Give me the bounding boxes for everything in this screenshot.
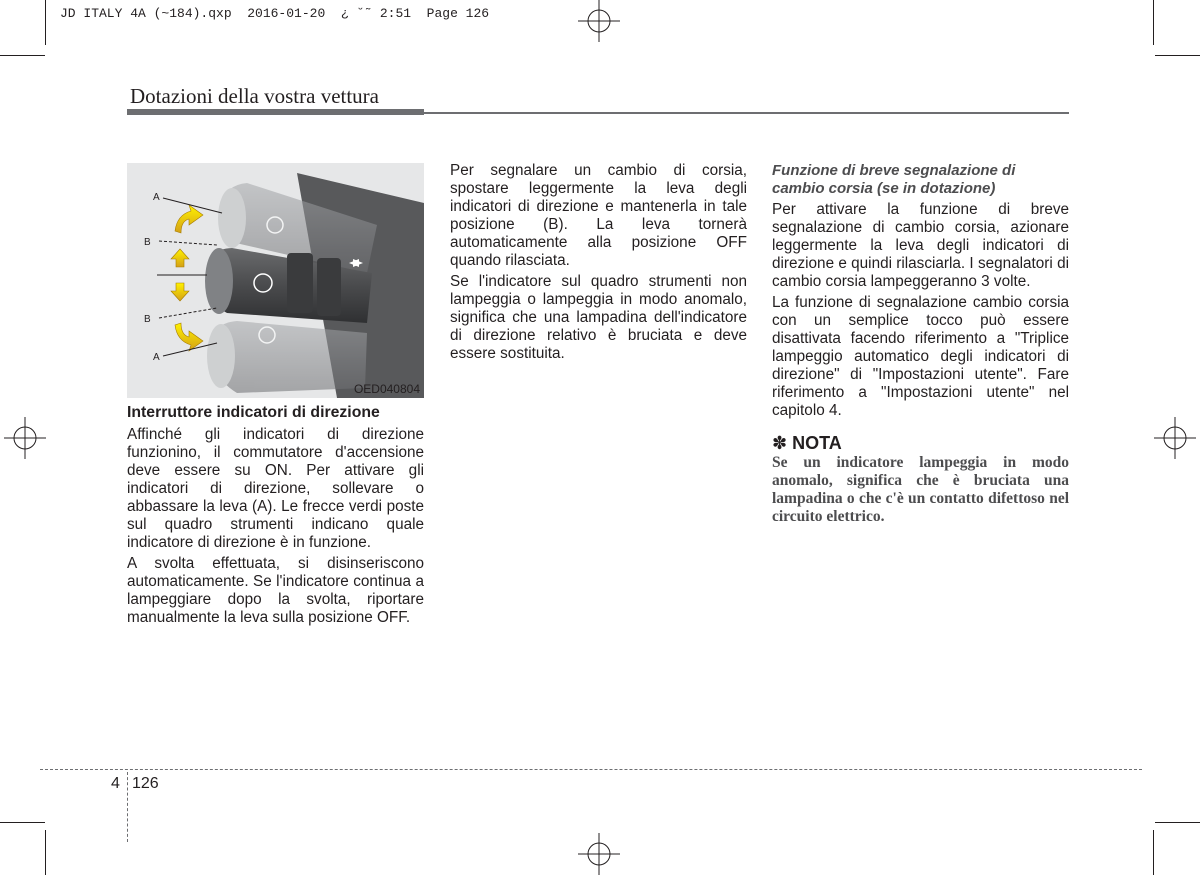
paragraph: Affinché gli indicatori di direzione funzionino, il commutatore d'accensione deve essere su ON. Per attivare gli indicatori di direzione, sollevare o abbassare la leva (A). Le frecce verdi poste sul quadro strumenti indicano quale indicatore di direzione è in funzione. <box>127 426 424 551</box>
figure-label-b-bottom: B <box>144 314 151 325</box>
note-title: ✽ NOTA <box>772 433 842 453</box>
figure-label-a-top: A <box>153 192 160 203</box>
footer-rule <box>40 769 1142 770</box>
registration-mark-top <box>578 0 620 42</box>
arrow-down-small-icon <box>171 283 189 301</box>
page-header-title: Dotazioni della vostra vettura <box>130 84 379 108</box>
turn-signal-lever-illustration <box>127 163 424 398</box>
registration-mark-left <box>4 417 46 459</box>
registration-mark-right <box>1154 417 1196 459</box>
column-middle <box>450 162 747 366</box>
arrow-down-large-icon <box>175 323 203 351</box>
lever-drawing <box>127 163 424 398</box>
figure-label-b-top: B <box>144 237 151 248</box>
column-left <box>127 404 424 630</box>
figure-code: OED040804 <box>353 382 420 396</box>
paragraph: Se l'indicatore sul quadro strumenti non lampeggia o lampeggia in modo anomalo, significa che una lampadina dell'indicatore di direzione relativo è bruciata e deve essere sostituita. <box>450 273 747 362</box>
column-right <box>772 162 1069 529</box>
paragraph: A svolta effettuata, si disinseriscono automaticamente. Se l'indicatore continua a lampeggiare dopo la svolta, riportare manualmente la leva sulla posizione OFF. <box>127 555 424 626</box>
arrow-up-small-icon <box>171 249 189 267</box>
note-body: Se un indicatore lampeggia in modo anomalo, significa che è bruciata una lampadina o che c'è un contatto difettoso nel circuito elettrico. <box>772 454 1069 525</box>
footer-vertical-rule <box>127 772 128 842</box>
section-heading: Interruttore indicatori di direzione <box>127 404 380 421</box>
subsection-heading: Funzione di breve segnalazione di cambio corsia (se in dotazione) <box>772 162 1016 197</box>
paragraph: Per segnalare un cambio di corsia, spostare leggermente la leva degli indicatori di direzione e mantenerla in tale posizione (B). La leva tornerà automaticamente alla posizione OFF quando rilasciata. <box>450 162 747 269</box>
paragraph: La funzione di segnalazione cambio corsia con un semplice tocco può essere disattivata facendo riferimento a "Triplice lampeggio automatico degli indicatori di direzione" di "Impostazioni utente". Fare riferimento a "Impostazioni utente" nel capitolo 4. <box>772 294 1069 419</box>
header-rule-thin <box>424 112 1069 114</box>
lever-lower-ghost <box>207 321 367 393</box>
figure-label-a-bottom: A <box>153 352 160 363</box>
registration-mark-bottom <box>578 833 620 875</box>
section-number: 4 <box>111 775 120 792</box>
page-number: 126 <box>132 775 159 792</box>
print-slug: JD ITALY 4A (~184).qxp 2016-01-20 ¿ ˘˜ 2:51 Page 126 <box>60 6 490 21</box>
paragraph: Per attivare la funzione di breve segnalazione di cambio corsia, azionare leggermente la leva degli indicatori di direzione e quindi rilasciarla. I segnalatori di cambio corsia lampeggeranno 3 volte. <box>772 201 1069 290</box>
arrow-up-large-icon <box>175 205 203 233</box>
header-rule <box>127 109 424 115</box>
